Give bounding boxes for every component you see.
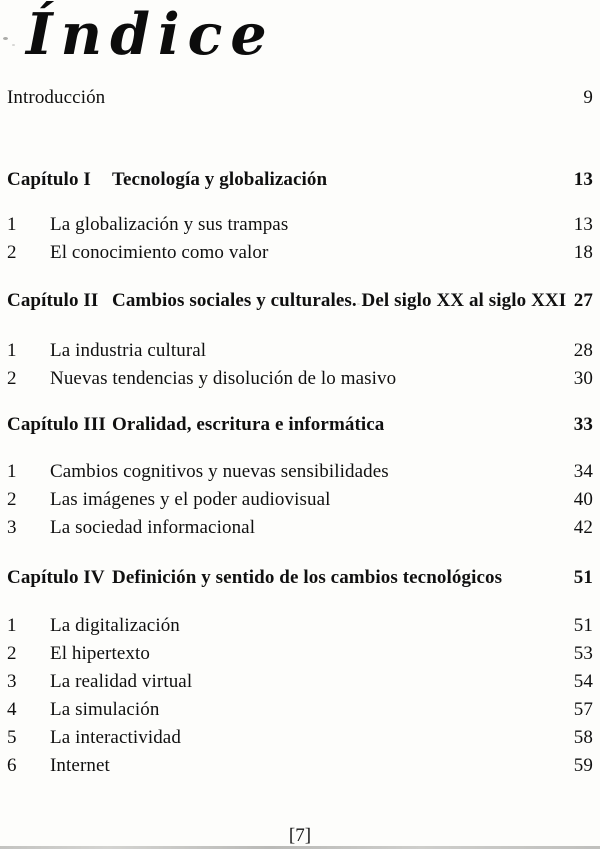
entry-number: 5 [7,727,17,748]
toc-entry [7,489,593,510]
toc-entry [7,242,593,263]
page-number: 18 [573,242,593,263]
toc-entry-chapter-3 [7,414,593,435]
page-number: 13 [573,214,593,235]
entry-number: 4 [7,699,17,720]
page-number: 51 [573,567,593,588]
entry-number: 1 [7,214,17,235]
entry-title: Definición y sentido de los cambios tecnológicos [112,567,503,588]
entry-title: La globalización y sus trampas [50,214,289,235]
chapter-label: Capítulo I [7,169,91,190]
toc-entry [7,615,593,636]
toc-entry [7,368,593,389]
toc-entry [7,340,593,361]
toc-entry-chapter-1 [7,169,593,190]
entry-title: Oralidad, escritura e informática [112,414,385,435]
page-number: 30 [573,368,593,389]
entry-title: Tecnología y globalización [112,169,328,190]
toc-entry-introduction [7,87,593,108]
entry-title: El conocimiento como valor [50,242,269,263]
toc-entry [7,517,593,538]
page-number: 54 [573,671,593,692]
page-number: 51 [573,615,593,636]
page-number: 13 [573,169,593,190]
scan-speck [12,44,15,46]
folio-page-number: [7] [288,825,312,846]
page-number: 59 [573,755,593,776]
toc-entry [7,461,593,482]
page-number: 28 [573,340,593,361]
entry-number: 3 [7,517,17,538]
entry-number: 6 [7,755,17,776]
entry-number: 1 [7,615,17,636]
entry-number: 1 [7,461,17,482]
entry-number: 2 [7,242,17,263]
entry-number: 3 [7,671,17,692]
page-number: 53 [573,643,593,664]
entry-number: 2 [7,489,17,510]
toc-entry [7,699,593,720]
entry-title: La simulación [50,699,160,720]
entry-title: La digitalización [50,615,180,636]
entry-title: La sociedad informacional [50,517,256,538]
toc-entry-chapter-2 [7,290,593,311]
entry-title: Introducción [7,87,106,108]
page-number: 27 [573,290,593,311]
toc-entry [7,727,593,748]
toc-entry [7,643,593,664]
toc-entry-chapter-4 [7,567,593,588]
toc-entry [7,214,593,235]
chapter-label: Capítulo II [7,290,99,311]
page-number: 57 [573,699,593,720]
entry-title: Cambios cognitivos y nuevas sensibilidades [50,461,389,482]
entry-title: Cambios sociales y culturales. Del siglo XX al siglo XXI [112,290,567,311]
entry-title: La realidad virtual [50,671,193,692]
entry-title: La industria cultural [50,340,207,361]
toc-entry [7,755,593,776]
entry-title: El hipertexto [50,643,150,664]
scan-speck [357,303,360,305]
entry-title: Internet [50,755,110,776]
entry-title: Las imágenes y el poder audiovisual [50,489,331,510]
page-number: 33 [573,414,593,435]
entry-number: 2 [7,368,17,389]
entry-number: 1 [7,340,17,361]
chapter-label: Capítulo IV [7,567,105,588]
entry-title: La interactividad [50,727,181,748]
entry-number: 2 [7,643,17,664]
page-number: 34 [573,461,593,482]
page-title: Índice [26,1,275,68]
page-number: 9 [583,87,593,108]
entry-title: Nuevas tendencias y disolución de lo masivo [50,368,397,389]
chapter-label: Capítulo III [7,414,106,435]
page-number: 42 [573,517,593,538]
scan-speck [3,37,8,40]
page-number: 58 [573,727,593,748]
toc-entry [7,671,593,692]
page-number: 40 [573,489,593,510]
